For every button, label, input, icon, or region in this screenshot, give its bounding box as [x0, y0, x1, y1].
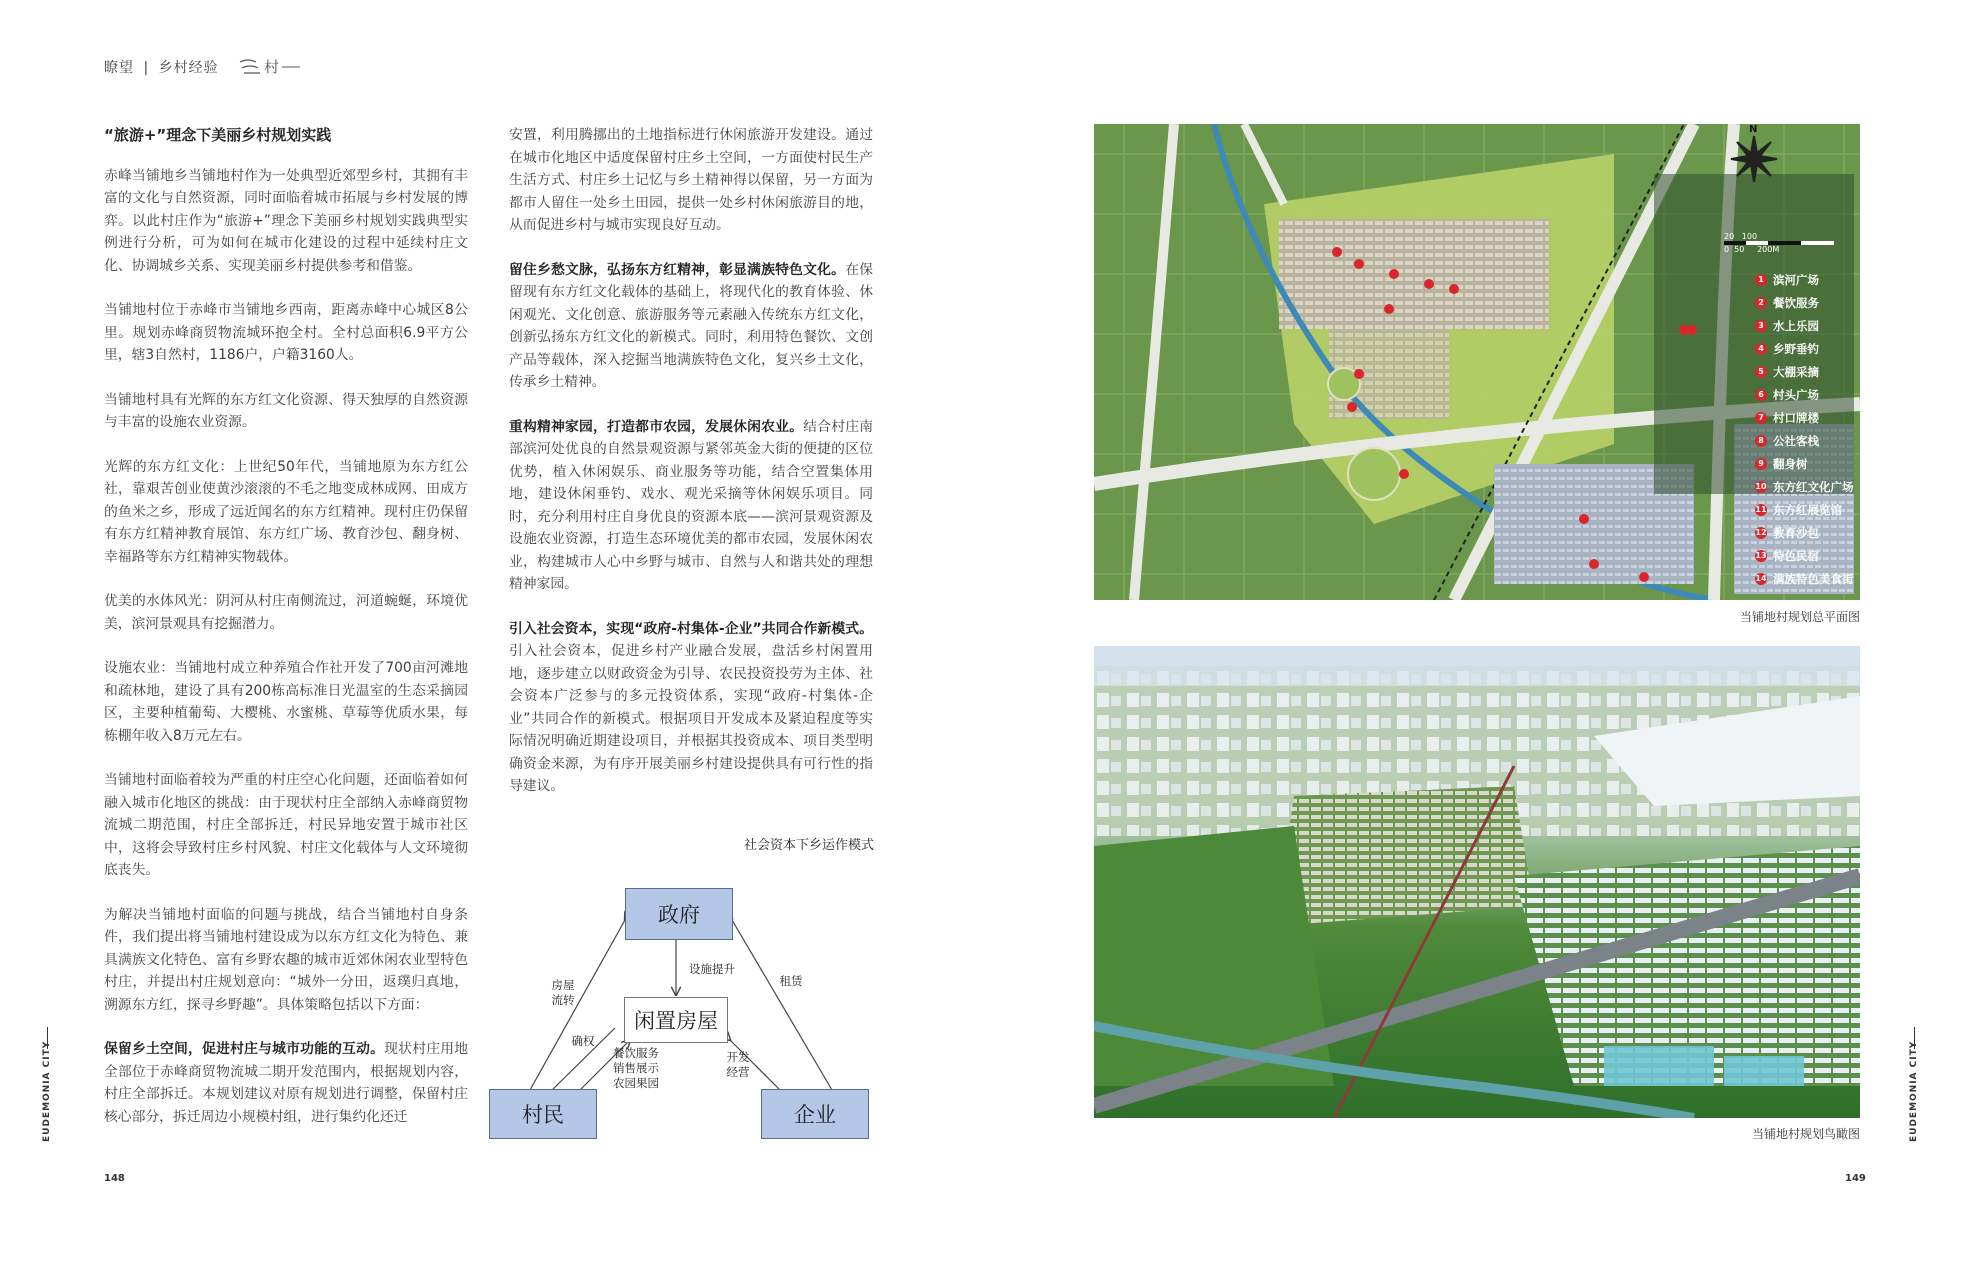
legend-label: 翻身树	[1773, 456, 1808, 471]
legend-item	[1755, 544, 1865, 567]
legend-item	[1755, 567, 1865, 590]
paragraph: 当铺地村位于赤峰市当铺地乡西南，距离赤峰中心城区8公里。规划赤峰商贸物流城环抱全村。全村总面积6.9平方公里，辖3自然村，1186户，户籍3160人。	[104, 302, 468, 363]
legend-marker-icon: 12	[1755, 528, 1767, 537]
label-develop-operate: 开发 经营	[726, 1050, 750, 1079]
strategy-paragraph	[509, 259, 873, 394]
legend-label: 村口牌楼	[1773, 410, 1819, 425]
legend-label: 乡野垂钓	[1773, 341, 1819, 356]
label-house-transfer: 房屋 流转	[551, 978, 575, 1007]
legend-marker-icon: 8	[1755, 435, 1767, 447]
village-logo-icon	[238, 56, 302, 80]
legend-label: 水上乐园	[1773, 318, 1819, 333]
legend-label: 滨河广场	[1773, 272, 1819, 287]
label-confirm-rights: 确权	[571, 1034, 595, 1048]
legend-marker-icon: 14	[1755, 574, 1767, 583]
strategy-paragraph	[509, 618, 873, 798]
legend-marker-icon: 7	[1755, 412, 1767, 424]
paragraph: 安置，利用腾挪出的土地指标进行休闲旅游开发建设。通过在城市化地区中适度保留村庄乡土空间，一方面使村民生产生活方式、村庄乡土记忆与乡土精神得以保留，另一方面为都市人留住一处乡土田园，提供一处乡村休闲旅游目的地，从而促进乡村与城市实现良好互动。	[509, 127, 873, 233]
legend-item	[1755, 429, 1865, 452]
master-plan-map	[1094, 124, 1860, 600]
legend-item	[1755, 314, 1865, 337]
legend-label: 特色民宿	[1773, 548, 1819, 563]
side-label-left: EUDEMONIA CITY	[42, 1040, 52, 1142]
svg-text:村: 村	[264, 58, 281, 76]
legend-marker-icon: 10	[1755, 482, 1767, 491]
side-label-right: EUDEMONIA CITY	[1909, 1040, 1919, 1142]
villager-box: 村民	[489, 1089, 597, 1139]
scale-bottom-label: 0 50 200M	[1724, 245, 1780, 254]
legend-item	[1755, 360, 1865, 383]
legend-label: 满族特色美食街	[1773, 571, 1854, 586]
legend-marker-icon: 11	[1755, 505, 1767, 514]
paragraph: 设施农业：当铺地村成立种养殖合作社开发了700亩河滩地和疏林地，建设了具有200栋高标准日光温室的生态采摘园区，主要种植葡萄、大樱桃、水蜜桃、草莓等优质水果，每栋棚年收入8万元左右。	[104, 660, 468, 744]
header-section: 瞭望	[104, 60, 134, 76]
paragraph: 赤峰当铺地乡当铺地村作为一处典型近郊型乡村，其拥有丰富的文化与自然资源，同时面临着城市拓展与乡村发展的博弈。以此村庄作为“旅游+”理念下美丽乡村规划实践典型实例进行分析，可为如何在城市化建设的过程中延续村庄文化、协调城乡关系、实现美丽乡村提供参考和借鉴。	[104, 167, 468, 274]
aerial-view-caption: 当铺地村规划鸟瞰图	[1751, 1127, 1860, 1141]
paragraph: 光辉的东方红文化：上世纪50年代，当铺地原为东方红公社，靠艰苦创业使黄沙滚滚的不毛之地变成林成网、田成方的鱼米之乡，形成了远近闻名的东方红精神。现村庄仍保留有东方红精神教育展馆、东方红广场、教育沙包、翻身树、幸福路等东方红精神实物载体。	[104, 458, 468, 565]
legend-label: 大棚采摘	[1773, 364, 1819, 379]
compass-north-label: N	[1749, 124, 1758, 135]
master-plan-caption: 当铺地村规划总平面图	[1739, 610, 1860, 624]
legend-item	[1755, 521, 1865, 544]
legend-item	[1755, 268, 1865, 291]
legend-marker-icon: 4	[1755, 343, 1767, 355]
strategy-text: 现状村庄用地全部位于赤峰商贸物流城二期开发范围内，根据规划内容，村庄全部拆迁。本规划建议对原有规划进行调整，保留村庄核心部分，拆迁周边小规模村组，进行集约化还迁	[104, 1041, 469, 1125]
label-services: 餐饮服务 销售展示 农园果园	[613, 1046, 659, 1090]
legend-label: 餐饮服务	[1773, 295, 1819, 310]
idle-housing-box: 闲置房屋	[624, 997, 728, 1043]
paragraph: 当铺地村面临着较为严重的村庄空心化问题，还面临着如何融入城市化地区的挑战：由于现状村庄全部纳入赤峰商贸物流城二期范围，村庄全部拆迁，村民异地安置于城市社区中，这将会导致村庄乡村风貌、村庄文化载体与人文环境彻底丧失。	[104, 772, 468, 878]
label-rent: 租赁	[779, 974, 803, 988]
paragraph: 优美的水体风光：阴河从村庄南侧流过，河道蜿蜒，环境优美，滨河景观具有挖掘潜力。	[104, 593, 468, 632]
legend-item	[1755, 475, 1865, 498]
enterprise-box: 企业	[761, 1089, 869, 1139]
paragraph: 当铺地村具有光辉的东方红文化资源、得天独厚的自然资源与丰富的设施农业资源。	[104, 391, 468, 430]
header-column: 乡村经验	[158, 60, 219, 76]
legend-label: 村头广场	[1773, 387, 1819, 402]
legend-marker-icon: 5	[1755, 366, 1767, 378]
legend-marker-icon: 13	[1755, 551, 1767, 560]
header-separator: |	[143, 60, 150, 76]
legend-marker-icon: 2	[1755, 297, 1767, 309]
strategy-lead: 保留乡土空间，促进村庄与城市功能的互动。	[104, 1041, 385, 1057]
government-box: 政府	[625, 888, 733, 940]
running-header	[104, 56, 302, 80]
aerial-drawing	[1094, 646, 1860, 1118]
strategy-paragraph	[509, 416, 873, 596]
legend-label: 教育沙包	[1773, 525, 1819, 540]
legend-item	[1755, 498, 1865, 521]
scale-top-label: 20 100	[1724, 232, 1758, 241]
strategy-lead: 重构精神家园，打造都市农园，发展休闲农业。	[509, 418, 804, 435]
legend-marker-icon: 1	[1755, 274, 1767, 286]
legend-item	[1755, 452, 1865, 475]
page-number-left: 148	[104, 1173, 125, 1184]
label-facility-upgrade: 设施提升	[689, 962, 735, 976]
scale-bar	[1724, 232, 1854, 254]
legend-item	[1755, 406, 1865, 429]
aerial-view-image	[1094, 646, 1860, 1118]
strategy-text: 引入社会资本，促进乡村产业融合发展，盘活乡村闲置用地，逐步建立以财政资金为引导、农民投资投劳为主体、社会资本广泛参与的多元投资体系，实现“政府-村集体-企业”共同合作的新模式。根据项目开发成本及紧迫程度等实际情况明确近期建设项目，并根据其投资成本、项目类型明确资金来源，为有序开展美丽乡村建设提供具有可行性的指导建议。	[509, 643, 873, 794]
middle-text-column	[509, 124, 873, 820]
paragraph: 为解决当铺地村面临的问题与挑战，结合当铺地村自身条件，我们提出将当铺地村建设成为以东方红文化为特色、兼具满族文化特色、富有乡野农趣的城市近郊休闲农业型特色村庄，并提出村庄规划意向：“城外一分田，返璞归真地，溯源东方红，探寻乡野趣”。具体策略包括以下方面：	[104, 906, 468, 1013]
legend-label: 公社客栈	[1773, 433, 1819, 448]
legend-label: 东方红文化广场	[1773, 479, 1854, 494]
legend-marker-icon: 3	[1755, 320, 1767, 332]
strategy-lead: 引入社会资本，实现“政府-村集体-企业”共同合作新模式。	[509, 620, 873, 637]
legend-item	[1755, 291, 1865, 314]
left-text-column	[104, 124, 468, 1128]
diagram-title: 社会资本下乡运作模式	[743, 838, 874, 853]
map-drawing	[1094, 124, 1860, 600]
strategy-lead: 留住乡愁文脉，弘扬东方红精神，彰显满族特色文化。	[509, 261, 846, 278]
legend-item	[1755, 337, 1865, 360]
strategy-text: 结合村庄南部滨河处优良的自然景观资源与紧邻英金大街的便捷的区位优势，植入休闲娱乐、商业服务等功能，结合空置集体用地，建设休闲垂钓、戏水、观光采摘等休闲娱乐项目。同时，充分利用村庄自身优良的资源本底——滨河景观资源及设施农业资源，打造生态环境优美的都市农园，发展休闲农业，构建城市人心中乡野与城市、自然与人和谐共处的理想精神家园。	[509, 418, 874, 592]
page-number-right: 149	[1845, 1173, 1866, 1184]
legend-marker-icon: 6	[1755, 389, 1767, 401]
legend-label: 东方红展览馆	[1773, 502, 1842, 517]
strategy-text: 在保留现有东方红文化载体的基础上，将现代化的教育体验、休闲观光、文化创意、旅游服务等元素融入传统东方红文化，创新弘扬东方红文化的新模式。同时，利用特色餐饮、文创产品等载体，深入挖掘当地满族特色文化，复兴乡土文化，传承乡土精神。	[509, 261, 874, 390]
legend-marker-icon: 9	[1755, 458, 1767, 470]
map-legend	[1755, 268, 1865, 590]
legend-item	[1755, 383, 1865, 406]
article-title: “旅游+”理念下美丽乡村规划实践	[104, 126, 332, 144]
strategy-paragraph	[104, 1038, 468, 1128]
